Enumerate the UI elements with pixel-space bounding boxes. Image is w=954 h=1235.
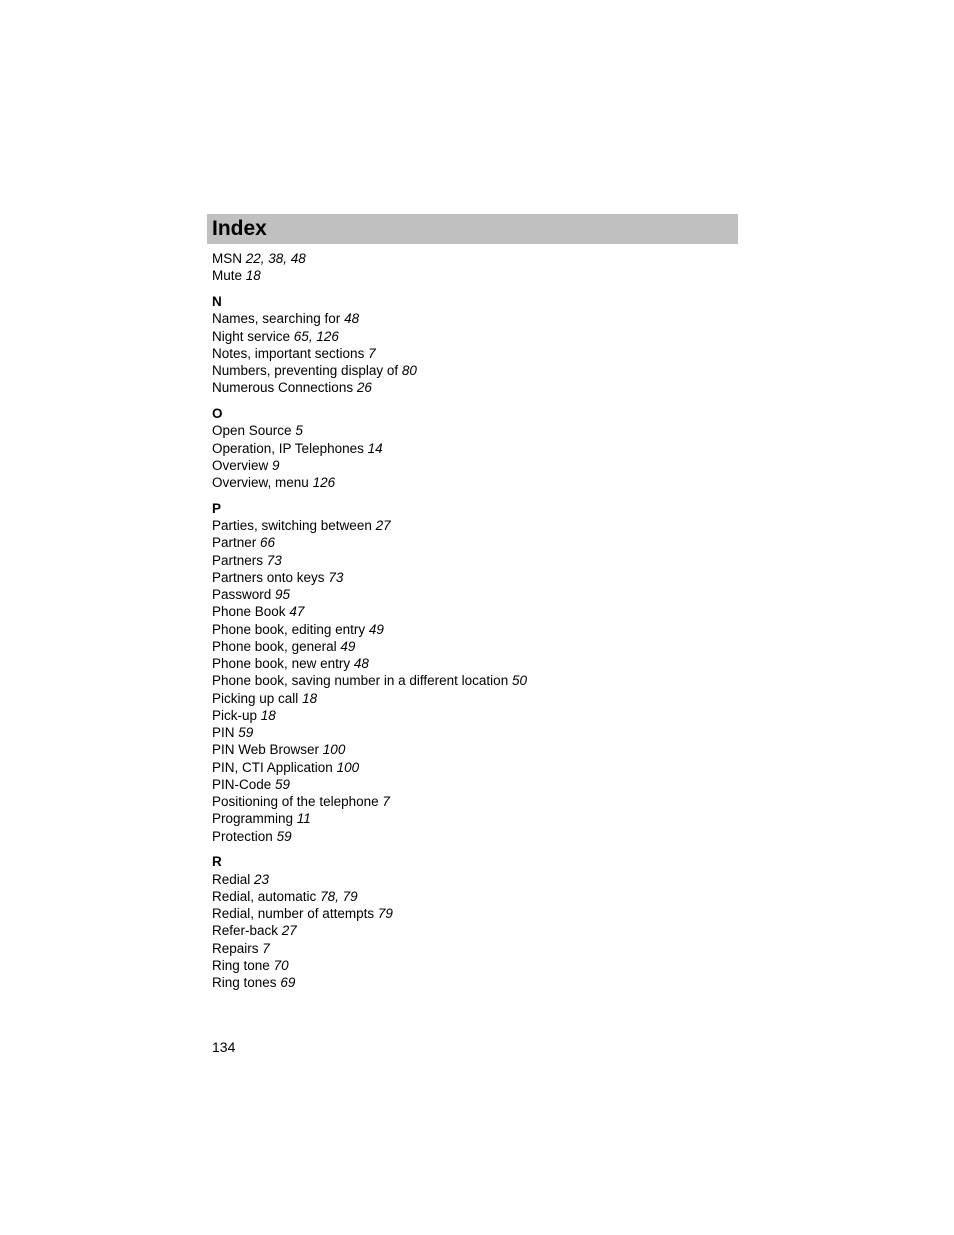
index-entry: [212, 741, 732, 758]
index-group: [212, 250, 732, 285]
index-term: Names, searching for: [212, 311, 341, 327]
index-page-refs: 70: [273, 957, 289, 973]
index-page-refs: 18: [260, 707, 276, 723]
index-entry: [212, 310, 732, 327]
index-entry: [212, 655, 732, 672]
index-term: Partners: [212, 552, 264, 568]
index-group: [212, 293, 732, 397]
index-term: MSN: [212, 251, 242, 266]
index-term: Parties, switching between: [212, 518, 372, 533]
index-term: Redial: [212, 871, 251, 887]
index-letter-heading: O: [212, 406, 223, 421]
index-page-refs: 7: [382, 794, 390, 809]
index-term: Operation, IP Telephones: [212, 440, 364, 456]
index-entry: [212, 345, 732, 362]
index-term: Redial, automatic: [212, 888, 317, 904]
index-page-refs: 66: [260, 535, 276, 551]
index-term: PIN-Code: [212, 776, 272, 792]
index-term: Partner: [212, 535, 257, 551]
index-entry: [212, 905, 732, 922]
index-entry: [212, 776, 732, 793]
index-term: Ring tones: [212, 975, 277, 990]
index-entry: [212, 586, 732, 603]
index-term: Overview, menu: [212, 475, 309, 490]
index-group: [212, 405, 732, 491]
index-term: Positioning of the telephone: [212, 794, 379, 809]
index-page-refs: 26: [356, 380, 372, 396]
index-entry: [212, 603, 732, 620]
index-term: Picking up call: [212, 690, 299, 706]
index-page-refs: 23: [254, 871, 270, 887]
index-term: Password: [212, 587, 272, 602]
index-term: PIN: [212, 725, 235, 740]
index-entry: [212, 638, 732, 655]
index-list: [212, 250, 732, 1000]
index-page-refs: 65, 126: [293, 328, 339, 344]
index-term: Programming: [212, 811, 294, 827]
index-term: Phone book, general: [212, 638, 337, 654]
index-page-refs: 78, 79: [320, 888, 358, 904]
index-page-refs: 126: [312, 475, 336, 490]
index-term: Protection: [212, 828, 273, 844]
index-term: Notes, important sections: [212, 345, 365, 361]
index-entry: [212, 940, 732, 957]
index-entry: [212, 379, 732, 396]
index-entry: [212, 672, 732, 689]
index-letter-heading: P: [212, 500, 222, 516]
index-entry: [212, 957, 732, 974]
index-entry: [212, 569, 732, 586]
index-entry: [212, 250, 732, 267]
index-entry: [212, 793, 732, 810]
index-page-refs: 7: [368, 345, 376, 361]
index-term: PIN Web Browser: [212, 742, 320, 758]
index-term: Redial, number of attempts: [212, 906, 375, 921]
index-entry: [212, 690, 732, 707]
index-header-bar: [207, 214, 738, 244]
index-entry: [212, 810, 732, 827]
index-page-refs: 14: [367, 440, 383, 456]
index-page-refs: 79: [377, 906, 393, 921]
index-group: [212, 853, 732, 991]
index-page-refs: 5: [295, 423, 303, 439]
index-page-refs: 73: [266, 552, 282, 568]
index-page-refs: 49: [340, 638, 356, 654]
index-page-refs: 80: [401, 363, 417, 378]
index-page-refs: 50: [511, 673, 527, 689]
page-title: Index: [212, 217, 267, 240]
index-entry: [212, 422, 732, 439]
index-page-refs: 47: [289, 604, 305, 620]
index-page-refs: 27: [375, 518, 391, 533]
index-entry: [212, 474, 732, 491]
index-page-refs: 69: [280, 975, 296, 990]
index-term: Night service: [212, 328, 291, 344]
index-entry: [212, 707, 732, 724]
index-term: Open Source: [212, 423, 292, 439]
index-entry: [212, 267, 732, 284]
index-page-refs: 27: [281, 923, 297, 939]
index-term: Phone book, new entry: [212, 656, 351, 671]
index-term: Ring tone: [212, 957, 270, 973]
index-term: Overview: [212, 457, 269, 473]
index-page-refs: 18: [245, 268, 261, 284]
index-entry: [212, 552, 732, 569]
index-page-refs: 73: [328, 569, 344, 585]
index-term: Phone book, editing entry: [212, 621, 366, 637]
index-page-refs: 9: [272, 457, 280, 473]
index-term: PIN, CTI Application: [212, 759, 333, 775]
index-term: Refer-back: [212, 923, 279, 939]
index-term: Partners onto keys: [212, 569, 325, 585]
index-entry: [212, 534, 732, 551]
index-entry: [212, 457, 732, 474]
index-page-refs: 22, 38, 48: [245, 251, 306, 266]
index-page-refs: 48: [353, 656, 369, 671]
index-page-refs: 59: [275, 776, 291, 792]
index-page-refs: 7: [262, 940, 270, 956]
index-entry: [212, 621, 732, 638]
index-term: Pick-up: [212, 707, 258, 723]
index-entry: [212, 871, 732, 888]
index-page-refs: 11: [296, 811, 311, 827]
index-entry: [212, 440, 732, 457]
index-term: Repairs: [212, 940, 259, 956]
index-page-refs: 95: [275, 587, 291, 602]
index-page-refs: 59: [238, 725, 254, 740]
index-group: [212, 500, 732, 845]
index-term: Numbers, preventing display of: [212, 363, 399, 378]
page-number: 134: [212, 1039, 236, 1055]
index-entry: [212, 828, 732, 845]
index-page-refs: 59: [276, 828, 292, 844]
index-term: Numerous Connections: [212, 380, 354, 396]
index-entry: [212, 362, 732, 379]
index-entry: [212, 759, 732, 776]
index-term: Phone Book: [212, 604, 286, 620]
index-term: Phone book, saving number in a different location: [212, 673, 509, 689]
index-page-refs: 49: [368, 621, 384, 637]
index-entry: [212, 517, 732, 534]
index-entry: [212, 922, 732, 939]
index-entry: [212, 328, 732, 345]
index-page-refs: 18: [302, 690, 318, 706]
index-entry: [212, 888, 732, 905]
index-term: Mute: [212, 268, 243, 284]
index-page-refs: 48: [344, 311, 360, 327]
index-letter-heading: N: [212, 294, 222, 309]
index-entry: [212, 974, 732, 991]
index-letter-heading: R: [212, 854, 222, 870]
index-page-refs: 100: [322, 742, 346, 758]
index-page-refs: 100: [336, 759, 360, 775]
index-entry: [212, 724, 732, 741]
